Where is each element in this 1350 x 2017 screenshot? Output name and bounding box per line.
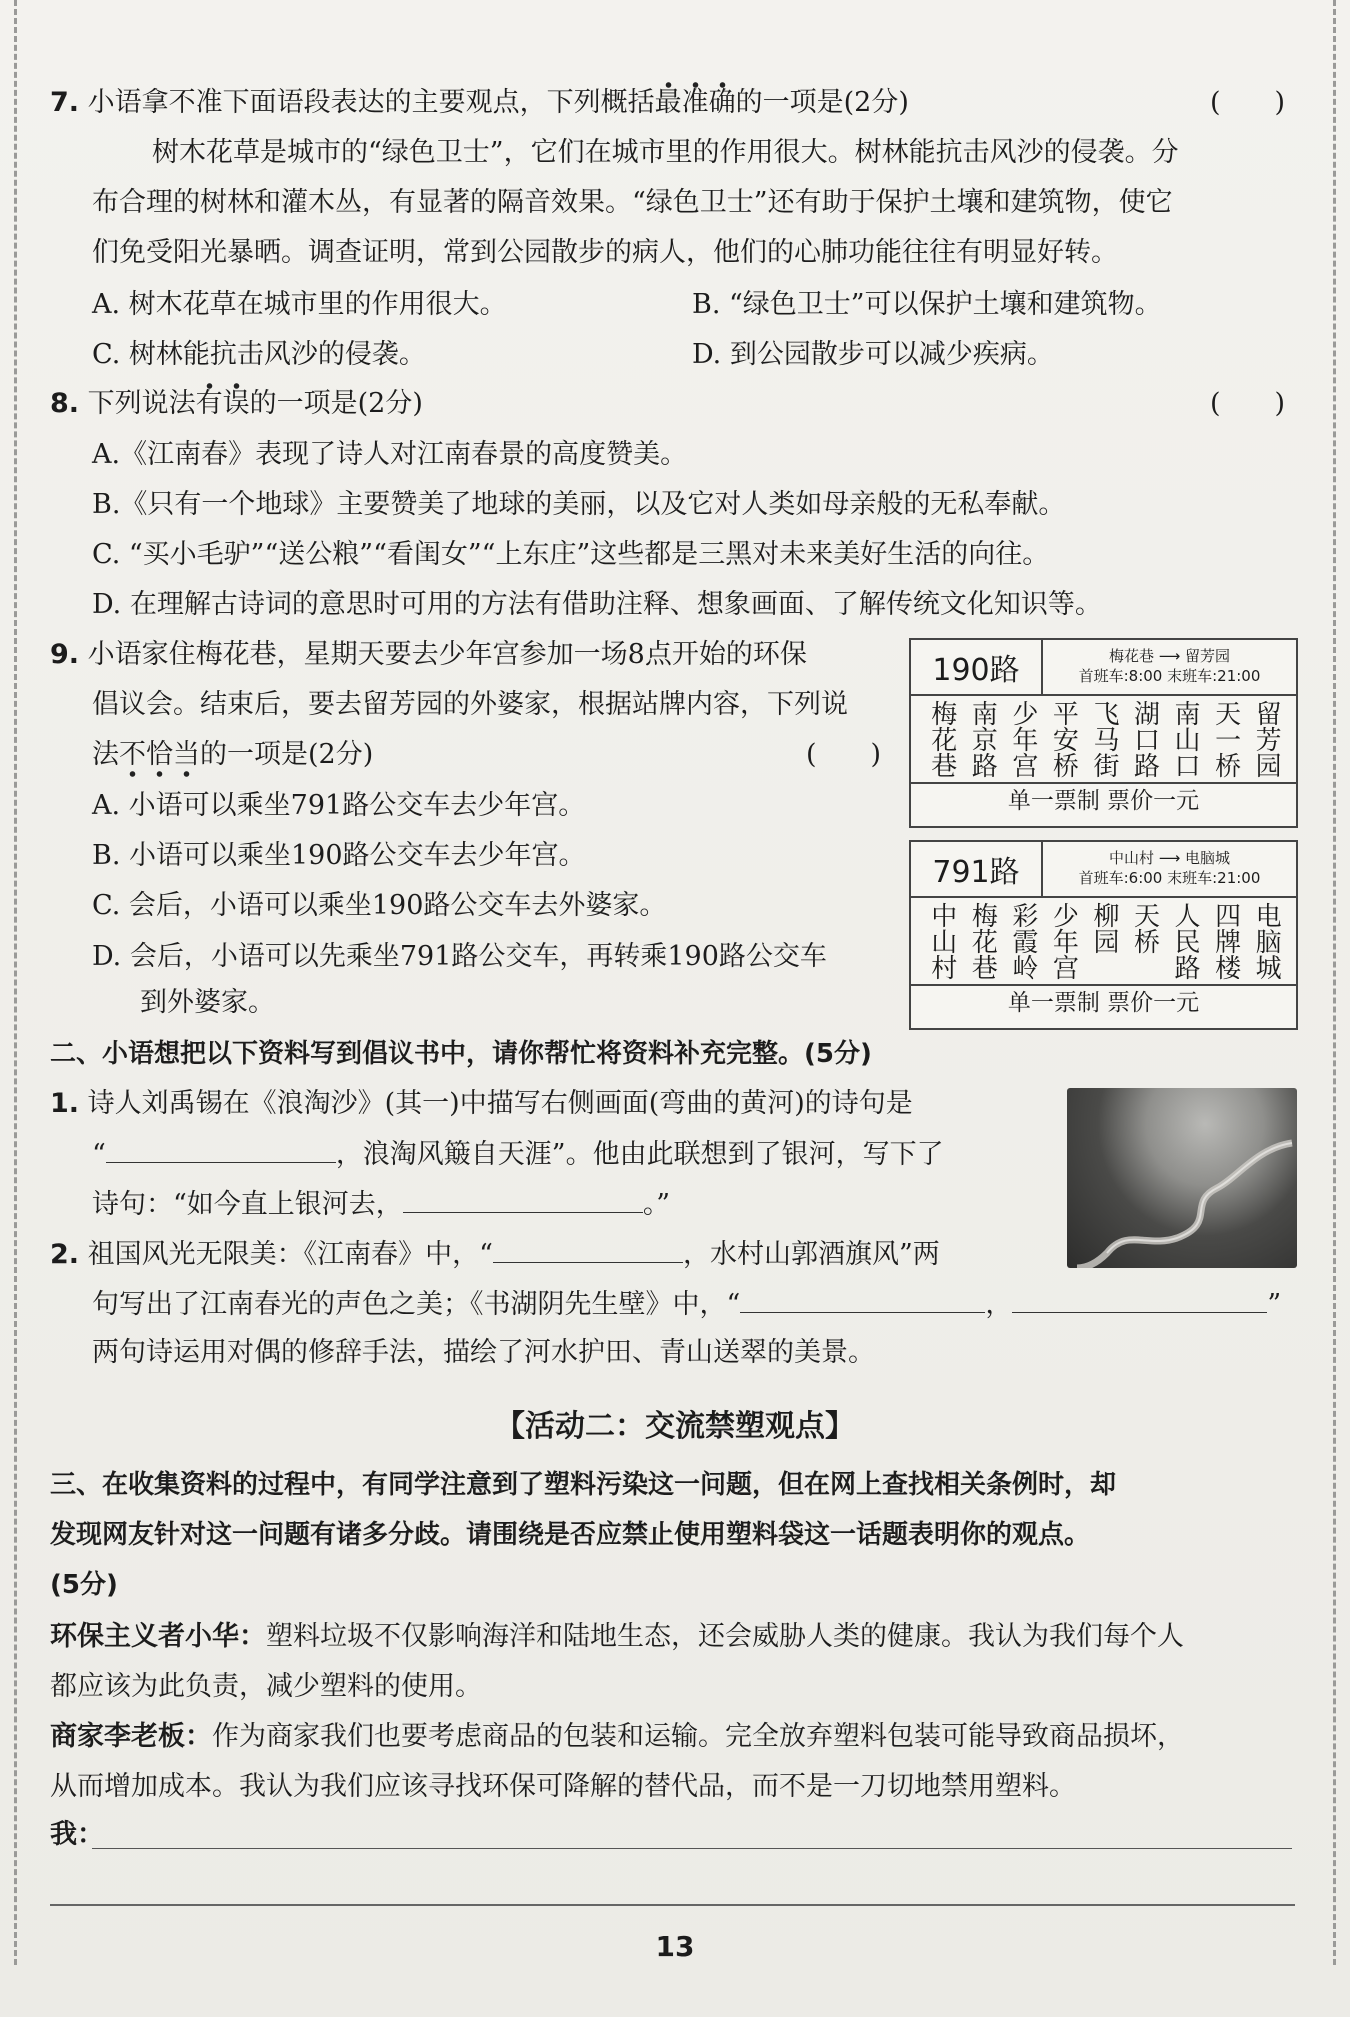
bus-sign-791 bbox=[909, 840, 1298, 1030]
bus791-stop: 天桥 bbox=[1129, 902, 1160, 954]
answer-line-2[interactable] bbox=[50, 1904, 1295, 1906]
q9-stem-line2: 倡议会。结束后，要去留芳园的外婆家，根据站牌内容，下列说 bbox=[92, 689, 848, 720]
q9-option-a[interactable]: A. 小语可以乘坐791路公交车去少年宫。 bbox=[92, 790, 586, 821]
s2-item2-line1 bbox=[50, 1236, 940, 1272]
section3-line1: 三、在收集资料的过程中，有同学注意到了塑料污染这一问题，但在网上查找相关条例时，却 bbox=[50, 1470, 1117, 1500]
q7-passage-line2: 布合理的树林和灌木丛，有显著的隔音效果。“绿色卫士”还有助于保护土壤和建筑物，使它 bbox=[92, 187, 1173, 218]
s2-item2-comma: ， bbox=[985, 1289, 1013, 1320]
q7-option-c[interactable]: C. 树林能抗击风沙的侵袭。 bbox=[92, 339, 426, 370]
s2-item2-blank1[interactable] bbox=[493, 1236, 683, 1263]
xiaohua-text1: 塑料垃圾不仅影响海洋和陆地生态，还会威胁人类的健康。我认为我们每个人 bbox=[266, 1621, 1184, 1652]
q8-answer-paren[interactable]: ( ) bbox=[1210, 388, 1286, 419]
bus-791-stops bbox=[911, 898, 1296, 986]
q9-option-c[interactable]: C. 会后，小语可以乘坐190路公交车去外婆家。 bbox=[92, 890, 667, 921]
bus-190-route: 梅花巷 ⟶ 留芳园 bbox=[1108, 647, 1231, 665]
bus190-stop: 留芳园 bbox=[1251, 700, 1282, 778]
q8-number: 8. bbox=[50, 388, 80, 419]
bus-791-times: 首班车:6:00 末班车:21:00 bbox=[1078, 869, 1261, 887]
s2-item1-blank1[interactable] bbox=[106, 1136, 336, 1163]
s2-item1-blank2[interactable] bbox=[403, 1186, 643, 1213]
s2-item1-line1 bbox=[50, 1087, 913, 1121]
bus-190-stops bbox=[911, 696, 1296, 784]
li-label: 商家李老板： bbox=[50, 1721, 212, 1752]
q8-option-b[interactable]: B.《只有一个地球》主要赞美了地球的美丽，以及它对人类如母亲般的无私奉献。 bbox=[92, 489, 1066, 520]
section3-line2: 发现网友针对这一问题有诸多分歧。请围绕是否应禁止使用塑料袋这一话题表明你的观点。 bbox=[50, 1520, 1091, 1550]
bus-sign-190 bbox=[909, 638, 1298, 828]
q7-stem-end: 的一项是(2分) bbox=[735, 87, 909, 118]
q7-stem-text: 小语拿不准下面语段表达的主要观点，下列概括 bbox=[87, 87, 655, 118]
bus791-stop: 人民路 bbox=[1170, 902, 1201, 980]
q8-option-d[interactable]: D. 在理解古诗词的意思时可用的方法有借助注释、想象画面、了解传统文化知识等。 bbox=[92, 589, 1102, 620]
s2-item2-blank2[interactable] bbox=[740, 1286, 985, 1313]
s2-item1-text3: 诗句：“如今直上银河去， bbox=[92, 1189, 403, 1220]
bus190-stop: 南山口 bbox=[1170, 700, 1201, 778]
left-dashed-border bbox=[14, 0, 17, 1965]
section3-line3: (5分) bbox=[50, 1570, 118, 1600]
q7-number: 7. bbox=[50, 87, 80, 118]
bus791-stop: 电脑城 bbox=[1251, 902, 1282, 980]
answer-line-1[interactable] bbox=[92, 1848, 1292, 1849]
q8-option-a[interactable]: A.《江南春》表现了诗人对江南春景的高度赞美。 bbox=[92, 439, 688, 470]
q8-stem-text: 下列说法 bbox=[87, 388, 196, 419]
q7-option-d[interactable]: D. 到公园散步可以减少疾病。 bbox=[692, 339, 1054, 370]
q7-passage-line1: 树木花草是城市的“绿色卫士”，它们在城市里的作用很大。树林能抗击风沙的侵袭。分 bbox=[152, 137, 1179, 168]
bus-190-fare: 单一票制 票价一元 bbox=[1007, 788, 1200, 814]
q7-stem bbox=[50, 86, 909, 120]
q8-emphasis: 有误 bbox=[196, 382, 250, 419]
q9-option-b[interactable]: B. 小语可以乘坐190路公交车去少年宫。 bbox=[92, 840, 586, 871]
q9-number: 9. bbox=[50, 639, 80, 670]
s2-item2-text2: 句写出了江南春光的声色之美；《书湖阴先生壁》中，“ bbox=[92, 1289, 741, 1320]
page-number: 13 bbox=[655, 1930, 695, 1963]
s2-item2-blank3[interactable] bbox=[1012, 1286, 1267, 1313]
q9-stem-line1 bbox=[50, 638, 807, 672]
bus-791-number: 791路 bbox=[911, 842, 1043, 896]
s2-item1-number: 1. bbox=[50, 1088, 80, 1119]
bus190-stop: 平安桥 bbox=[1048, 700, 1079, 778]
q9-stem-c2: 的一项是(2分) bbox=[200, 739, 374, 770]
bus791-stop: 柳园 bbox=[1088, 902, 1119, 954]
s2-item2-text1-end: ，水村山郭酒旗风”两 bbox=[682, 1239, 940, 1270]
s2-item1-line2 bbox=[92, 1136, 944, 1172]
bus190-stop: 梅花巷 bbox=[926, 700, 957, 778]
q8-stem bbox=[50, 387, 423, 421]
xiaohua-line1 bbox=[50, 1620, 1184, 1654]
yellow-river-photo bbox=[1067, 1088, 1297, 1268]
q8-stem-end: 的一项是(2分) bbox=[249, 388, 423, 419]
bus-190-number: 190路 bbox=[911, 640, 1043, 694]
li-text1: 作为商家我们也要考虑商品的包装和运输。完全放弃塑料包装可能导致商品损坏， bbox=[212, 1721, 1184, 1752]
li-line2: 从而增加成本。我认为我们应该寻找环保可降解的替代品，而不是一刀切地禁用塑料。 bbox=[50, 1771, 1076, 1802]
q9-emphasis: 不恰当 bbox=[119, 739, 200, 778]
s2-item1-text2: ，浪淘风簸自天涯”。他由此联想到了银河，写下了 bbox=[335, 1139, 944, 1170]
bus791-stop: 四牌楼 bbox=[1210, 902, 1241, 980]
bus-791-header bbox=[911, 842, 1296, 898]
xiaohua-line2: 都应该为此负责，减少塑料的使用。 bbox=[50, 1671, 482, 1702]
bus-791-route: 中山村 ⟶ 电脑城 bbox=[1108, 849, 1231, 867]
s2-item1-line3 bbox=[92, 1186, 670, 1222]
bus-791-info bbox=[1043, 842, 1296, 896]
bus-190-times: 首班车:8:00 末班车:21:00 bbox=[1078, 667, 1261, 685]
bus791-stop: 少年宫 bbox=[1048, 902, 1079, 980]
q7-option-a[interactable]: A. 树木花草在城市里的作用很大。 bbox=[92, 289, 507, 320]
river-curve-icon bbox=[1067, 1088, 1297, 1268]
q9-option-d[interactable]: D. 会后，小语可以先乘坐791路公交车，再转乘190路公交车 bbox=[92, 941, 827, 972]
q9-stem-c1: 法 bbox=[92, 739, 119, 770]
bus791-stop: 中山村 bbox=[926, 902, 957, 980]
bus791-stop: 梅花巷 bbox=[967, 902, 998, 980]
s2-item1-quote-open: “ bbox=[92, 1139, 106, 1170]
bus190-stop: 湖口路 bbox=[1129, 700, 1160, 778]
bus-791-fare: 单一票制 票价一元 bbox=[1007, 990, 1200, 1016]
bus-190-header bbox=[911, 640, 1296, 696]
s2-item1-text1: 诗人刘禹锡在《浪淘沙》(其一)中描写右侧画面(弯曲的黄河)的诗句是 bbox=[87, 1088, 913, 1119]
right-dashed-border bbox=[1333, 0, 1336, 1965]
q8-option-c[interactable]: C. “买小毛驴”“送公粮”“看闺女”“上东庄”这些都是三黑对未来美好生活的向往。 bbox=[92, 539, 1050, 570]
bus791-stop: 彩霞岭 bbox=[1007, 902, 1038, 980]
s2-item2-line3: 两句诗运用对偶的修辞手法，描绘了河水护田、青山送翠的美景。 bbox=[92, 1337, 875, 1368]
bus190-stop: 天一桥 bbox=[1210, 700, 1241, 778]
q9-stem-line3 bbox=[92, 738, 373, 772]
s2-item2-quote-close: ” bbox=[1267, 1289, 1282, 1320]
section2-title: 二、小语想把以下资料写到倡议书中，请你帮忙将资料补充完整。(5分) bbox=[50, 1039, 872, 1069]
q7-passage-line3: 们免受阳光暴晒。调查证明，常到公园散步的病人，他们的心肺功能往往有明显好转。 bbox=[92, 237, 1118, 268]
bus-190-info bbox=[1043, 640, 1296, 694]
s2-item2-text1: 祖国风光无限美：《江南春》中，“ bbox=[87, 1239, 493, 1270]
s2-item2-line2 bbox=[92, 1286, 1281, 1322]
bus190-stop: 飞马街 bbox=[1088, 700, 1119, 778]
bus190-stop: 少年宫 bbox=[1007, 700, 1038, 778]
bus190-stop: 南京路 bbox=[967, 700, 998, 778]
q9-stem-text1: 小语家住梅花巷，星期天要去少年宫参加一场8点开始的环保 bbox=[87, 639, 807, 670]
li-line1 bbox=[50, 1720, 1184, 1754]
q9-option-d-cont: 到外婆家。 bbox=[140, 987, 275, 1018]
q9-answer-paren[interactable]: ( ) bbox=[806, 739, 882, 770]
q7-emphasis: 最准确 bbox=[655, 81, 736, 118]
activity2-title: 【活动二：交流禁塑观点】 bbox=[495, 1409, 855, 1444]
xiaohua-label: 环保主义者小华： bbox=[50, 1621, 266, 1652]
s2-item2-number: 2. bbox=[50, 1239, 80, 1270]
q7-answer-paren[interactable]: ( ) bbox=[1210, 87, 1286, 118]
s2-item1-text3-end: 。” bbox=[642, 1189, 671, 1220]
me-label: 我： bbox=[50, 1819, 104, 1850]
q7-option-b[interactable]: B. “绿色卫士”可以保护土壤和建筑物。 bbox=[692, 289, 1162, 320]
